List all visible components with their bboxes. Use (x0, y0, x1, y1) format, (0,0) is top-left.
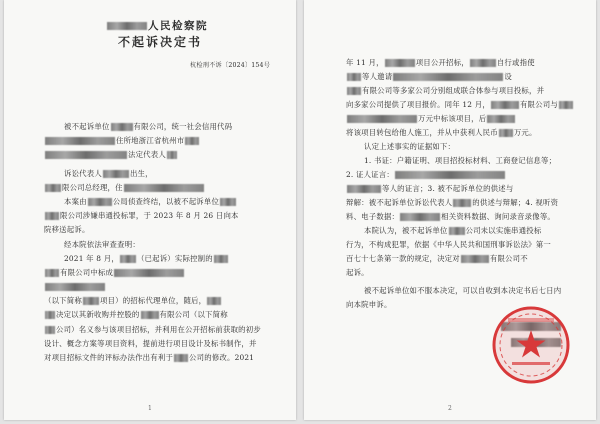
redacted-region (141, 311, 159, 319)
text-line: 本案由 公局侦查终结，以被不起诉单位 (64, 197, 237, 206)
redacted-region (385, 59, 415, 67)
text-line: 将该项目转包给他人施工，并从中获利人民币 万元。 (346, 128, 537, 137)
text-line: 限公司总经理，住 (44, 183, 205, 192)
redacted-region (347, 73, 361, 81)
text-line: 起诉。 (346, 268, 369, 277)
text-line: 本院认为，被不起诉单位 公司未以实施串通投标 (364, 226, 542, 235)
text-line: 有限公司等多家公司分别组成联合体参与项目投标，并 (346, 86, 544, 95)
redacted-region (45, 137, 115, 145)
text-line: 被不起诉单位如不服本决定，可以自收到本决定书后七日内 (364, 286, 562, 295)
redacted-region (487, 115, 515, 123)
redacted-region (347, 87, 361, 95)
text-line: 2021 年 8 月， （已起诉）实际控制的 (64, 254, 229, 263)
page-number: 2 (448, 405, 452, 412)
text-line: 等人的证言；3. 被不起诉单位的供述与 (346, 184, 513, 193)
redacted-region (559, 101, 573, 109)
redacted-region (491, 101, 519, 109)
text-line: 年 11 月， 项目公开招标， 自行或指使 (346, 58, 535, 67)
redacted-region (174, 354, 188, 362)
redacted-region (45, 184, 61, 192)
text-line: 万元中标该项目，后 (346, 114, 516, 123)
text-line: （以下简称 项目）的招标代理单位，随后， (44, 296, 222, 305)
page-number: 1 (148, 405, 152, 412)
redacted-region (120, 255, 136, 263)
text-line: 行为，不构成犯罪，依据《中华人民共和国刑事诉讼法》第一 (346, 240, 551, 249)
issuing-authority: 人民检察院 (106, 22, 208, 31)
document-page-right (304, 0, 596, 420)
redacted-region (347, 185, 381, 193)
text-line: 1. 书证：户籍证明、项目招投标材料、工商登记信息等； (364, 156, 557, 165)
redacted-region (111, 123, 133, 131)
official-seal-icon (490, 304, 572, 386)
text-line: 百七十七条第一款的规定，决定对 有限公司不 (346, 254, 528, 263)
text-line: 有限公司中标成 (44, 268, 185, 277)
text-line: 辩解：被不起诉单位诉讼代表人 的供述与辩解；4. 视听资 (346, 198, 559, 207)
redacted-region (470, 59, 496, 67)
text-line: 2. 证人证言： (346, 170, 506, 179)
text-line: 院移送起诉。 (44, 225, 90, 234)
text-line: 住所地浙江省杭州市 (44, 136, 200, 145)
redacted-region (185, 137, 199, 145)
redacted-region (83, 297, 99, 305)
redacted-region (45, 269, 59, 277)
text-line: 料、电子数据： 相关资料数据、询问录音录像等。 (346, 212, 556, 221)
text-line: 限公司涉嫌串通投标罪，于 2023 年 8 月 26 日向本 (44, 211, 239, 220)
redacted-region (453, 199, 471, 207)
redacted-region (45, 283, 105, 291)
redacted-region (499, 129, 513, 137)
redacted-region (393, 73, 503, 81)
redacted-region (449, 227, 465, 235)
text-line: 经本院依法审查查明： (64, 240, 140, 249)
document-page-left (4, 0, 296, 420)
redacted-region (45, 212, 59, 220)
redacted-region (45, 151, 127, 159)
redacted-region (395, 171, 505, 179)
text-line: 设计、概念方案等项目资料，提前进行项目设计及标书制作，并 (44, 339, 257, 348)
redacted-region (107, 22, 147, 30)
text-line (44, 282, 106, 291)
redacted-region (167, 151, 177, 159)
redacted-region (88, 198, 112, 206)
document-number: 杭检刑不诉〔2024〕154号 (190, 62, 271, 69)
document-title: 不起诉决定书 (118, 35, 203, 49)
redacted-region (114, 269, 184, 277)
redacted-region (124, 184, 204, 192)
redacted-region (347, 115, 417, 123)
text-line: 法定代表人 (44, 150, 178, 159)
text-line: 等人邀请 设 (346, 72, 512, 81)
redacted-region (45, 326, 55, 334)
redacted-region (400, 213, 440, 221)
text-line: 对项目招标文件的评标办法作出有利于 公司的修改。2021 (44, 353, 255, 362)
text-line: 决定以其新收购并控股的 有限公司（以下简称 (44, 310, 228, 319)
text-line: 认定上述事实的证据如下： (364, 142, 456, 151)
redacted-region (45, 311, 55, 319)
text-line: 向本院申诉。 (346, 300, 392, 309)
redacted-region (220, 198, 236, 206)
redacted-region (461, 255, 489, 263)
redacted-region (214, 255, 228, 263)
text-line: 被不起诉单位 有限公司，统一社会信用代码 (64, 122, 233, 131)
redacted-region (207, 297, 221, 305)
text-line: 公司）名义参与该项目招标，并利用在公开招标前获取的初步 (44, 325, 261, 334)
text-line: 向多家公司提供了项目报价。同年 12 月， 有限公司与 (346, 100, 574, 109)
redacted-region (103, 170, 129, 178)
text-line: 诉讼代表人 出生， (64, 169, 153, 178)
